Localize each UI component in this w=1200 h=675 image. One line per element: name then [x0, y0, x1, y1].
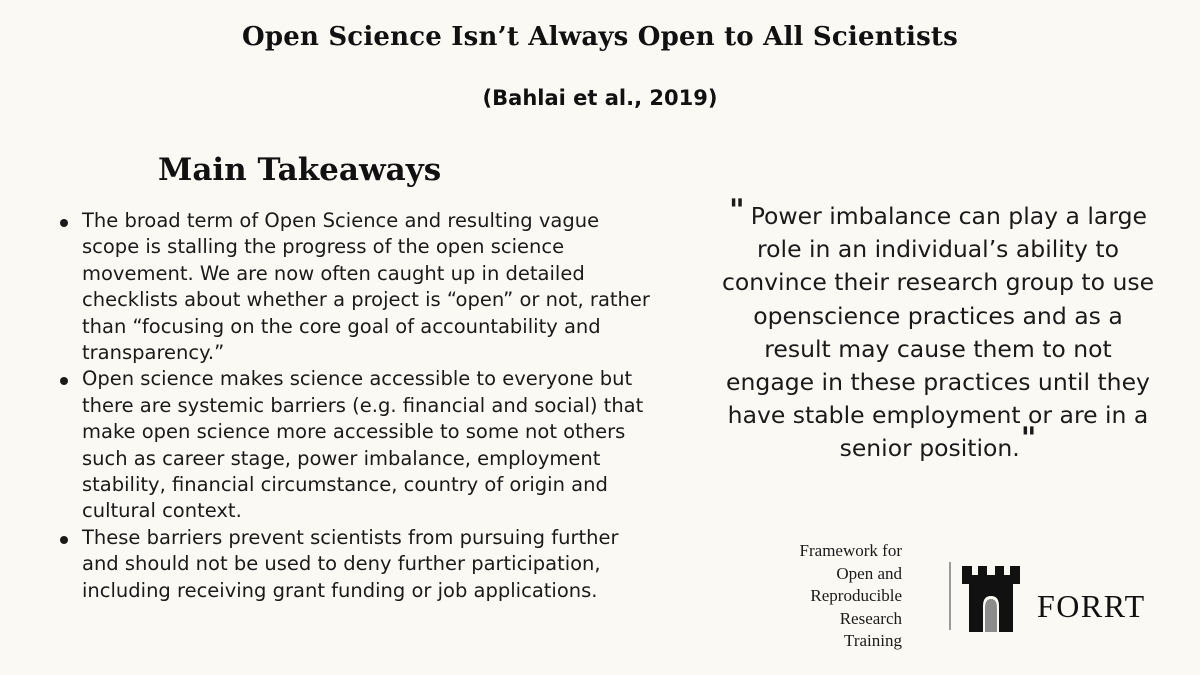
close-quote-icon: " [1020, 421, 1037, 457]
framework-line: Framework for [799, 541, 902, 560]
takeaway-text: The broad term of Open Science and resulting vague scope is stalling the progress of the open science movement. We are now often caught up in detailed checklists about whether a project is “open” or not, rather than “focusing on the core goal of accountability and transparency.” [82, 209, 650, 365]
logo-divider [949, 562, 951, 630]
forrt-wordmark: FORRT [1037, 588, 1146, 624]
citation: (Bahlai et al., 2019) [482, 86, 718, 110]
takeaways-heading: Main Takeaways [158, 152, 442, 188]
bullet-icon [60, 536, 68, 544]
list-item [58, 366, 658, 524]
pull-quote [718, 193, 1158, 466]
takeaway-text: These barriers prevent scientists from pursuing further and should not be used to deny further participation, including receiving grant funding or job applications. [82, 525, 619, 602]
quote-text: Power imbalance can play a large role in an individual’s ability to convince their research group to use openscience practices and as a result may cause them to not engage in these practices until they have stable employment or are in a senior position. [721, 202, 1155, 463]
framework-name [740, 540, 902, 653]
framework-line: Training [844, 631, 902, 650]
open-quote-icon: " [729, 193, 745, 228]
list-item [58, 525, 658, 604]
page-title: Open Science Isn’t Always Open to All Scientists [242, 22, 958, 52]
takeaways-list [58, 208, 658, 604]
framework-line: Reproducible [810, 586, 902, 605]
framework-line: Research [839, 608, 902, 628]
takeaway-text: Open science makes science accessible to everyone but there are systemic barriers (e.g. financial and social) that make open science more accessible to some not others such as career stage, power imbalance, employment stability, financial circumstance, country of origin and cultural context. [82, 367, 644, 523]
bullet-icon [60, 219, 68, 227]
list-item [58, 208, 658, 366]
castle-tower-icon [962, 566, 1020, 632]
bullet-icon [60, 377, 68, 385]
framework-line: Open and [836, 563, 902, 583]
